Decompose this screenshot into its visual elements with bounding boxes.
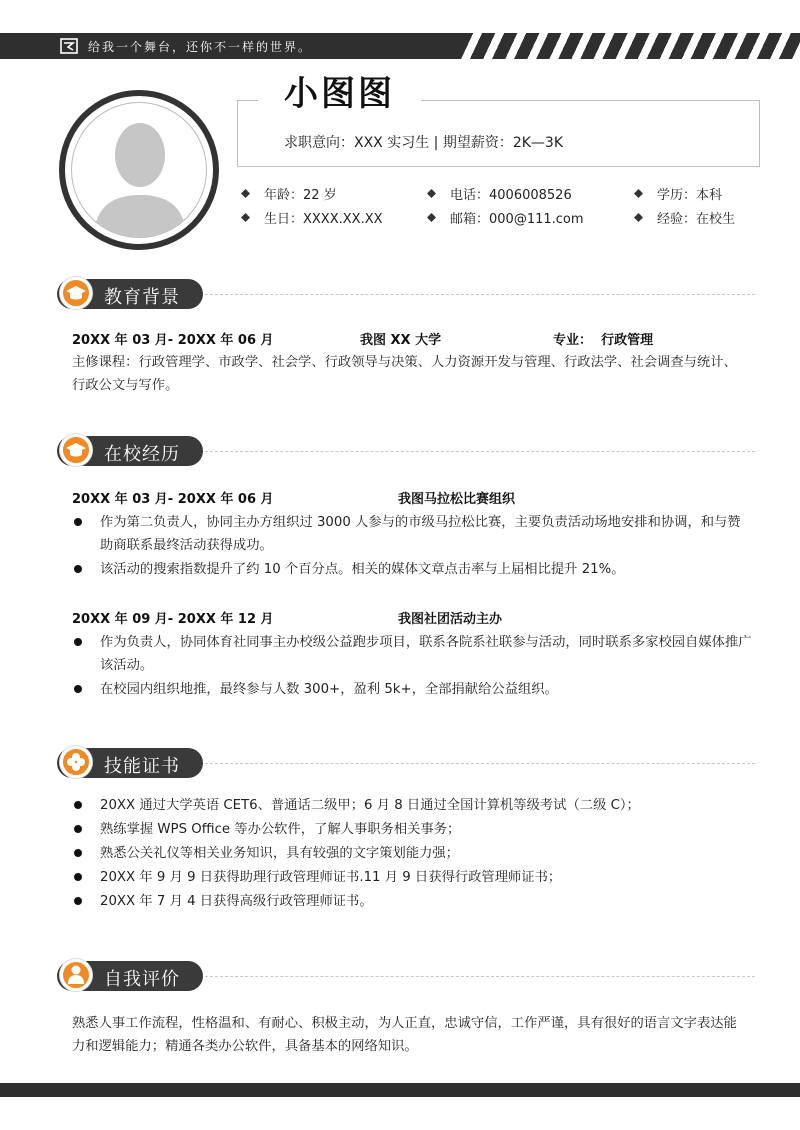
divider [205,763,755,764]
major: 专业： 行政管理 [553,333,654,348]
divider [205,976,755,977]
list-item: 该活动的搜索指数提升了约 10 个百分点。相关的媒体文章点击率与上届相比提升 21%。 [72,558,752,581]
diamond-icon [241,189,250,198]
graduation-cap-icon [60,434,92,466]
school-name: 我图 XX 大学 [360,333,442,348]
diamond-icon [241,213,250,222]
education-period: 20XX 年 03 月- 20XX 年 06 月 [72,333,274,348]
slogan: 给我一个舞台，还你不一样的世界。 [88,40,313,54]
info-email: 邮箱：000@111.com [427,208,584,227]
diamond-icon [427,213,436,222]
list-item: 熟悉公关礼仪等相关业务知识，具有较强的文字策划能力强； [72,842,752,865]
job-intent: 求职意向：XXX 实习生 | 期望薪资：2K—3K [284,135,564,151]
divider [205,451,755,452]
info-experience: 经验：在校生 [634,208,735,227]
user-icon [60,959,92,991]
info-age: 年龄：22 岁 [241,184,337,203]
graduation-cap-icon [60,277,92,309]
diamond-icon [634,189,643,198]
campus-activity: 我图社团活动主办 [398,612,503,627]
info-birthday: 生日：XXXX.XX.XX [241,208,383,227]
logo-icon [60,37,78,55]
clover-icon [60,746,92,778]
stripe-decoration [460,33,800,59]
self-evaluation: 熟悉人事工作流程，性格温和、有耐心、积极主动，为人正直，忠诚守信，工作严谨，具有很好的语言文字表达能力和逻辑能力；精通各类办公软件，具备基本的网络知识。 [72,1016,737,1054]
info-degree: 学历：本科 [634,184,722,203]
list-item: 熟练掌握 WPS Office 等办公软件，了解人事职务相关事务； [72,818,752,841]
section-title: 技能证书 [104,756,180,777]
name: 小图图 [284,74,395,114]
campus-activity: 我图马拉松比赛组织 [398,492,516,507]
divider [205,294,755,295]
list-item: 20XX 通过大学英语 CET6、普通话二级甲；6 月 8 日通过全国计算机等级考试（二级 C）； [72,794,752,817]
section-title: 在校经历 [104,444,180,465]
list-item: 作为负责人，协同体育社同事主办校级公益跑步项目，联系各院系社联参与活动，同时联系多家校园自媒体推广该活动。 [72,631,752,677]
person-icon [72,103,207,238]
courses: 主修课程：行政管理学、市政学、社会学、行政领导与决策、人力资源开发与管理、行政法学、社会调查与统计、行政公文与写作。 [72,355,737,393]
campus-period: 20XX 年 03 月- 20XX 年 06 月 [72,492,274,507]
campus-period: 20XX 年 09 月- 20XX 年 12 月 [72,612,274,627]
top-banner [0,33,800,59]
diamond-icon [634,213,643,222]
list-item: 20XX 年 9 月 9 日获得助理行政管理师证书.11 月 9 日获得行政管理师证书； [72,866,752,889]
section-title: 教育背景 [104,287,180,308]
list-item: 在校园内组织地推，最终参与人数 300+，盈利 5k+，全部捐献给公益组织。 [72,678,752,701]
section-title: 自我评价 [104,969,180,990]
avatar [59,90,219,250]
list-item: 作为第二负责人，协同主办方组织过 3000 人参与的市级马拉松比赛，主要负责活动场地安排和协调，和与赞助商联系最终活动获得成功。 [72,511,752,557]
info-phone: 电话：4006008526 [427,184,572,203]
bottom-bar [0,1083,800,1097]
list-item: 20XX 年 7 月 4 日获得高级行政管理师证书。 [72,890,752,913]
diamond-icon [427,189,436,198]
